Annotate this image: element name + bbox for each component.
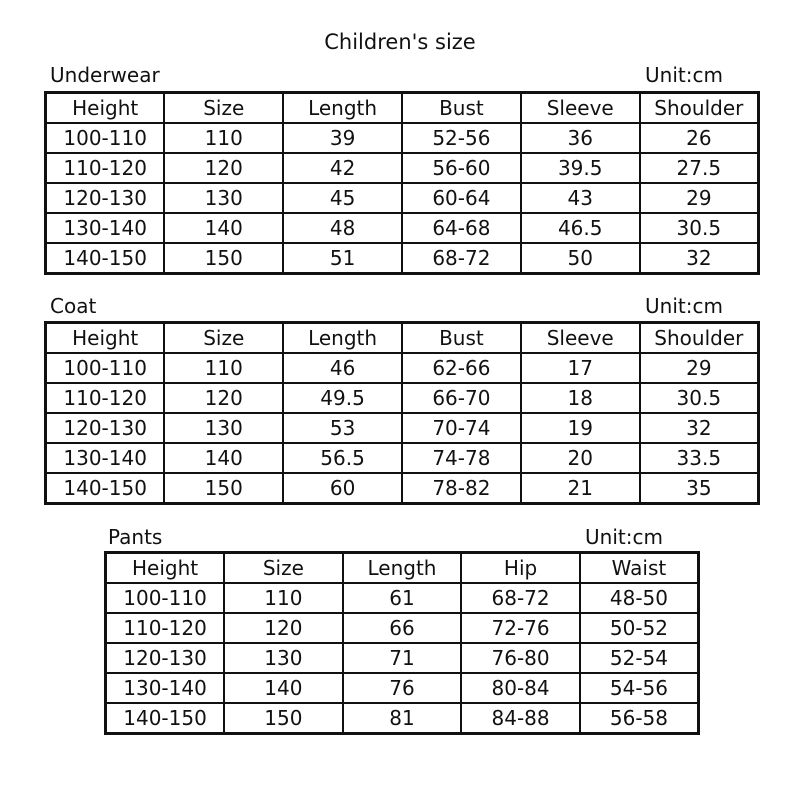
table-cell: 32 <box>640 243 759 274</box>
underwear-section-label: Underwear <box>50 63 160 87</box>
table-cell: 32 <box>640 413 759 443</box>
table-cell: 26 <box>640 123 759 153</box>
table-cell: 66-70 <box>402 383 521 413</box>
table-row <box>106 673 699 703</box>
table-cell: 110 <box>224 583 343 613</box>
column-header: Height <box>46 93 165 124</box>
table-row <box>46 213 759 243</box>
table-cell: 110 <box>164 353 283 383</box>
table-cell: 53 <box>283 413 402 443</box>
table-cell: 100-110 <box>46 353 165 383</box>
table-cell: 130-140 <box>106 673 225 703</box>
table-cell: 46.5 <box>521 213 640 243</box>
table-row <box>46 443 759 473</box>
table-cell: 56.5 <box>283 443 402 473</box>
column-header: Shoulder <box>640 93 759 124</box>
table-cell: 110 <box>164 123 283 153</box>
table-cell: 48 <box>283 213 402 243</box>
table-cell: 29 <box>640 353 759 383</box>
table-cell: 71 <box>343 643 462 673</box>
table-cell: 120 <box>224 613 343 643</box>
table-cell: 30.5 <box>640 383 759 413</box>
table-row <box>46 473 759 504</box>
column-header: Sleeve <box>521 323 640 354</box>
table-cell: 140 <box>164 443 283 473</box>
table-cell: 21 <box>521 473 640 504</box>
column-header: Size <box>164 323 283 354</box>
column-header: Length <box>283 93 402 124</box>
table-cell: 140-150 <box>46 243 165 274</box>
table-cell: 33.5 <box>640 443 759 473</box>
table-cell: 130-140 <box>46 443 165 473</box>
table-cell: 74-78 <box>402 443 521 473</box>
pants-section-label: Pants <box>108 525 163 549</box>
table-cell: 84-88 <box>461 703 580 734</box>
table-row <box>106 703 699 734</box>
coat-unit-label: Unit:cm <box>645 294 723 318</box>
table-cell: 49.5 <box>283 383 402 413</box>
column-header: Height <box>106 553 225 584</box>
table-cell: 78-82 <box>402 473 521 504</box>
table-row <box>46 243 759 274</box>
table-cell: 130-140 <box>46 213 165 243</box>
table-cell: 110-120 <box>46 153 165 183</box>
table-row <box>46 153 759 183</box>
table-row <box>106 643 699 673</box>
table-cell: 80-84 <box>461 673 580 703</box>
table-cell: 76 <box>343 673 462 703</box>
table-cell: 20 <box>521 443 640 473</box>
table-cell: 72-76 <box>461 613 580 643</box>
table-cell: 35 <box>640 473 759 504</box>
table-cell: 19 <box>521 413 640 443</box>
table-cell: 120 <box>164 383 283 413</box>
table-cell: 140-150 <box>106 703 225 734</box>
table-cell: 110-120 <box>106 613 225 643</box>
table-cell: 39.5 <box>521 153 640 183</box>
column-header: Shoulder <box>640 323 759 354</box>
table-cell: 39 <box>283 123 402 153</box>
table-cell: 150 <box>164 473 283 504</box>
coat-size-table <box>44 321 760 505</box>
table-cell: 50 <box>521 243 640 274</box>
table-cell: 140 <box>224 673 343 703</box>
table-row <box>106 613 699 643</box>
table-cell: 17 <box>521 353 640 383</box>
underwear-size-table <box>44 91 760 275</box>
table-cell: 130 <box>164 183 283 213</box>
table-cell: 120-130 <box>46 183 165 213</box>
table-cell: 52-54 <box>580 643 699 673</box>
table-cell: 100-110 <box>46 123 165 153</box>
table-cell: 54-56 <box>580 673 699 703</box>
table-cell: 120 <box>164 153 283 183</box>
table-cell: 62-66 <box>402 353 521 383</box>
table-cell: 140 <box>164 213 283 243</box>
table-header-row <box>46 323 759 354</box>
table-row <box>46 353 759 383</box>
table-cell: 36 <box>521 123 640 153</box>
table-cell: 61 <box>343 583 462 613</box>
table-cell: 50-52 <box>580 613 699 643</box>
page-title: Children's size <box>324 30 476 54</box>
table-cell: 130 <box>164 413 283 443</box>
coat-section-label: Coat <box>50 294 97 318</box>
table-header-row <box>106 553 699 584</box>
table-cell: 66 <box>343 613 462 643</box>
column-header: Hip <box>461 553 580 584</box>
table-header-row <box>46 93 759 124</box>
table-cell: 29 <box>640 183 759 213</box>
column-header: Sleeve <box>521 93 640 124</box>
table-cell: 64-68 <box>402 213 521 243</box>
table-cell: 68-72 <box>461 583 580 613</box>
table-cell: 120-130 <box>106 643 225 673</box>
table-cell: 43 <box>521 183 640 213</box>
table-cell: 81 <box>343 703 462 734</box>
table-row <box>46 123 759 153</box>
table-cell: 30.5 <box>640 213 759 243</box>
table-cell: 56-60 <box>402 153 521 183</box>
table-cell: 100-110 <box>106 583 225 613</box>
table-row <box>46 383 759 413</box>
column-header: Waist <box>580 553 699 584</box>
table-cell: 60 <box>283 473 402 504</box>
table-row <box>46 183 759 213</box>
table-cell: 45 <box>283 183 402 213</box>
column-header: Length <box>343 553 462 584</box>
table-cell: 27.5 <box>640 153 759 183</box>
underwear-unit-label: Unit:cm <box>645 63 723 87</box>
pants-size-table <box>104 551 700 735</box>
column-header: Bust <box>402 323 521 354</box>
table-cell: 76-80 <box>461 643 580 673</box>
table-cell: 56-58 <box>580 703 699 734</box>
table-row <box>46 413 759 443</box>
column-header: Size <box>224 553 343 584</box>
column-header: Size <box>164 93 283 124</box>
table-cell: 140-150 <box>46 473 165 504</box>
table-cell: 48-50 <box>580 583 699 613</box>
column-header: Bust <box>402 93 521 124</box>
column-header: Length <box>283 323 402 354</box>
table-cell: 150 <box>164 243 283 274</box>
table-cell: 110-120 <box>46 383 165 413</box>
pants-unit-label: Unit:cm <box>585 525 663 549</box>
table-cell: 120-130 <box>46 413 165 443</box>
table-cell: 60-64 <box>402 183 521 213</box>
table-cell: 51 <box>283 243 402 274</box>
table-cell: 42 <box>283 153 402 183</box>
table-cell: 52-56 <box>402 123 521 153</box>
table-cell: 68-72 <box>402 243 521 274</box>
table-cell: 130 <box>224 643 343 673</box>
table-cell: 18 <box>521 383 640 413</box>
table-row <box>106 583 699 613</box>
table-cell: 46 <box>283 353 402 383</box>
table-cell: 150 <box>224 703 343 734</box>
table-cell: 70-74 <box>402 413 521 443</box>
column-header: Height <box>46 323 165 354</box>
